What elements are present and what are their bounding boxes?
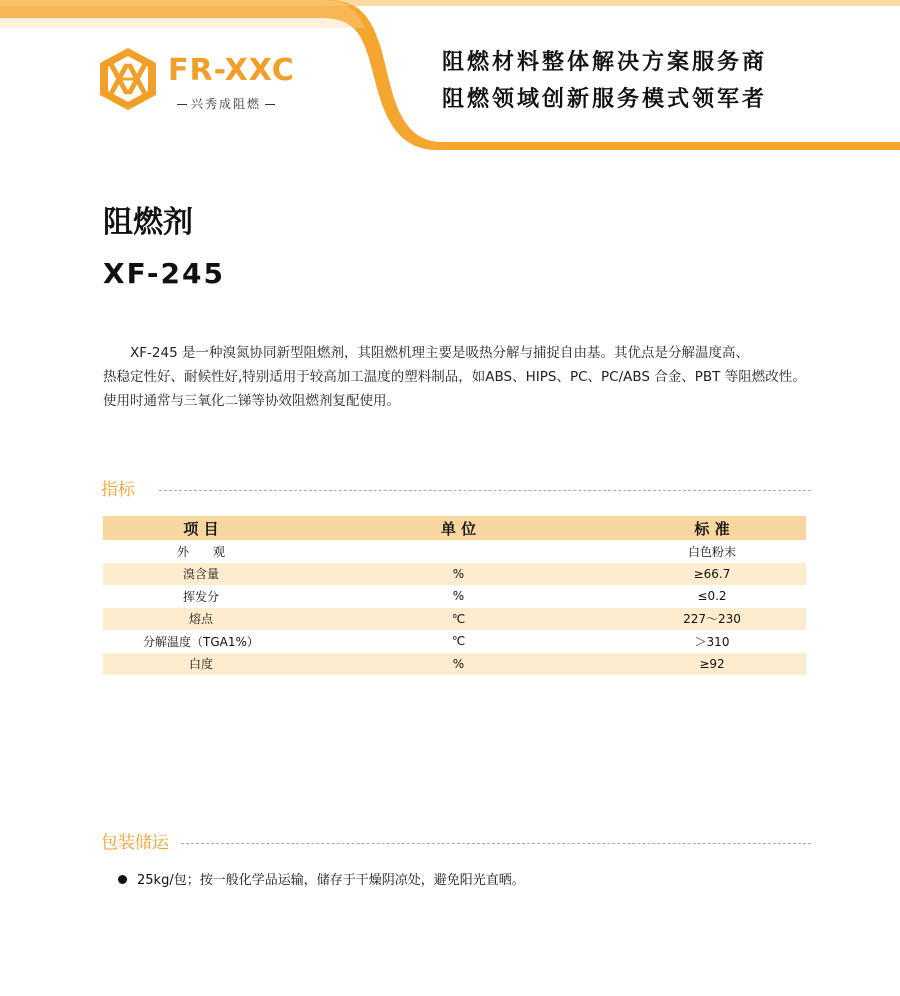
header-unit: 单 位 bbox=[299, 516, 618, 540]
cell-item: 白度 bbox=[103, 653, 299, 676]
cell-unit: ℃ bbox=[299, 608, 618, 631]
spec-section-header bbox=[101, 479, 811, 501]
cell-item: 分解温度（TGA1%） bbox=[143, 634, 259, 649]
description-line-1: XF-245 是一种溴氮协同新型阻燃剂，其阻燃机理主要是吸热分解与捕捉自由基。其优点是分解温度高、 bbox=[130, 345, 749, 361]
table-row bbox=[103, 653, 806, 676]
cell-unit bbox=[299, 540, 618, 563]
packaging-section-header bbox=[101, 832, 811, 854]
description-line-3: 使用时通常与三氧化二锑等协效阻燃剂复配使用。 bbox=[103, 393, 400, 409]
cell-standard: ≥92 bbox=[618, 653, 806, 676]
slogan-line-1: 阻燃材料整体解决方案服务商 bbox=[442, 50, 768, 75]
cell-standard: ≥66.7 bbox=[618, 563, 806, 586]
cell-standard: 227～230 bbox=[618, 608, 806, 631]
product-title: 阻燃剂 bbox=[103, 205, 193, 240]
section-divider bbox=[159, 490, 811, 491]
spec-table bbox=[103, 516, 806, 675]
cell-unit: ℃ bbox=[451, 634, 466, 649]
packaging-item bbox=[118, 871, 525, 891]
table-row bbox=[103, 585, 806, 608]
product-description bbox=[103, 341, 813, 413]
cell-standard: ≤0.2 bbox=[697, 589, 727, 604]
header-item: 项 目 bbox=[103, 516, 299, 540]
table-row bbox=[103, 608, 806, 631]
hexagon-xxc-logo-icon bbox=[96, 46, 160, 112]
cell-item: 外 观 bbox=[176, 544, 225, 559]
cell-item: 挥发分 bbox=[182, 589, 219, 604]
cell-item: 溴含量 bbox=[103, 563, 299, 586]
description-line-2: 热稳定性好、耐候性好,特别适用于较高加工温度的塑料制品，如ABS、HIPS、PC、PC/ABS 合金、PBT 等阻燃改性。 bbox=[103, 369, 806, 385]
cell-unit: % bbox=[299, 563, 618, 586]
table-row bbox=[103, 630, 806, 653]
bullet-icon bbox=[118, 875, 127, 884]
brand-name: FR-XXC bbox=[168, 53, 295, 88]
section-divider bbox=[181, 843, 811, 844]
packaging-section-title: 包装储运 bbox=[101, 833, 169, 853]
spec-section-title: 指标 bbox=[101, 480, 135, 500]
packaging-text: 25kg/包；按一般化学品运输，储存于干燥阴凉处，避免阳光直晒。 bbox=[137, 873, 525, 888]
cell-standard: ＞310 bbox=[694, 634, 730, 649]
table-header-row bbox=[103, 516, 806, 540]
cell-unit: % bbox=[452, 589, 465, 604]
slogan-line-2: 阻燃领域创新服务模式领军者 bbox=[442, 87, 768, 112]
table-row bbox=[103, 540, 806, 563]
product-model: XF-245 bbox=[103, 257, 225, 290]
cell-standard: 白色粉末 bbox=[687, 544, 736, 559]
cell-unit: % bbox=[299, 653, 618, 676]
brand-subtitle: 兴秀成阻燃 bbox=[170, 95, 282, 112]
cell-item: 熔点 bbox=[103, 608, 299, 631]
table-row bbox=[103, 563, 806, 586]
header-standard: 标 准 bbox=[618, 516, 806, 540]
